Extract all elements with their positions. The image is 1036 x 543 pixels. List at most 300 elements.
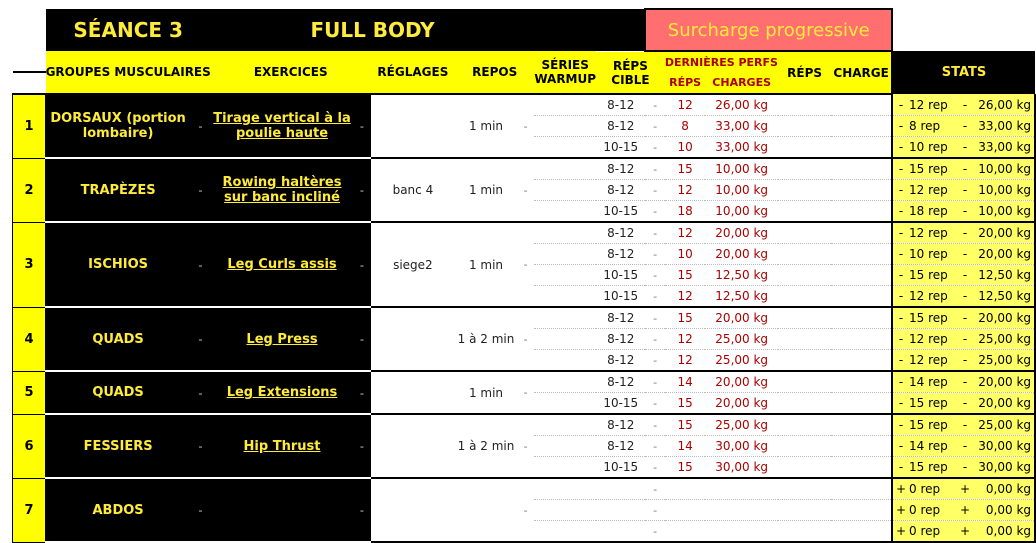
col-exercices: EXERCICES: [211, 51, 371, 94]
last-charge: 10,00 kg: [705, 180, 778, 201]
stats-reps: 12 rep: [909, 226, 948, 240]
stats-kg: 25,00 kg: [978, 353, 1032, 367]
reps-input[interactable]: [778, 201, 831, 223]
last-reps: [665, 478, 706, 500]
reps-input[interactable]: [778, 457, 831, 479]
col-series-warmup: SÉRIES WARMUP: [534, 51, 596, 94]
reps-input[interactable]: [778, 478, 831, 500]
stats-kg-sign: -: [962, 162, 968, 176]
last-charge: [705, 500, 778, 521]
reglage-value[interactable]: [371, 414, 455, 478]
reps-input[interactable]: [778, 137, 831, 159]
separator-dash: -: [645, 436, 664, 457]
warmup-sets[interactable]: [534, 116, 596, 137]
warmup-sets[interactable]: [534, 307, 596, 329]
separator-dash: -: [645, 500, 664, 521]
stats-cell: [892, 478, 1035, 500]
stats-reps-sign: -: [898, 332, 904, 346]
separator-dash: -: [645, 180, 664, 201]
stats-reps-sign: -: [898, 439, 904, 453]
exercise-number: 7: [13, 478, 46, 542]
set-row: [13, 478, 1036, 500]
reglage-value[interactable]: [371, 371, 455, 414]
reglage-value[interactable]: [371, 307, 455, 371]
target-reps: 10-15: [596, 457, 645, 479]
stats-cell: [892, 307, 1035, 329]
stats-kg-sign: -: [962, 353, 968, 367]
last-charge: [705, 521, 778, 543]
reps-input[interactable]: [778, 393, 831, 415]
warmup-sets[interactable]: [534, 94, 596, 116]
stats-reps: 15 rep: [909, 396, 948, 410]
reps-input[interactable]: [778, 286, 831, 308]
charge-input[interactable]: [831, 350, 892, 372]
stats-kg: 0,00 kg: [985, 482, 1032, 496]
target-reps: 8-12: [596, 414, 645, 436]
exercise-link[interactable]: [211, 478, 353, 542]
muscle-group: TRAPÈZES: [46, 158, 191, 222]
reps-input[interactable]: [778, 414, 831, 436]
exercise-number: 2: [13, 158, 46, 222]
repos-value[interactable]: 1 à 2 min: [455, 307, 517, 371]
warmup-sets[interactable]: [534, 180, 596, 201]
stats-kg-sign: -: [962, 119, 968, 133]
separator-dash: -: [190, 478, 211, 542]
stats-kg-sign: +: [960, 482, 971, 496]
last-reps: 12: [665, 350, 706, 372]
reps-input[interactable]: [778, 329, 831, 350]
warmup-sets[interactable]: [534, 414, 596, 436]
stats-kg: 20,00 kg: [978, 396, 1032, 410]
last-reps: 15: [665, 158, 706, 180]
reglage-value[interactable]: [371, 94, 455, 158]
last-reps: 15: [665, 307, 706, 329]
stats-kg-sign: -: [962, 140, 968, 154]
col-groupes-musculaires: GROUPES MUSCULAIRES: [46, 51, 211, 94]
charge-input[interactable]: [831, 94, 892, 116]
warmup-sets[interactable]: [534, 329, 596, 350]
last-charge: 20,00 kg: [705, 307, 778, 329]
reps-input[interactable]: [778, 180, 831, 201]
reps-input[interactable]: [778, 436, 831, 457]
stats-kg: 25,00 kg: [978, 418, 1032, 432]
separator-dash: -: [645, 393, 664, 415]
reps-input[interactable]: [778, 244, 831, 265]
stats-reps-sign: -: [898, 162, 904, 176]
charge-input[interactable]: [831, 414, 892, 436]
stats-reps-sign: -: [898, 119, 904, 133]
reps-input[interactable]: [778, 265, 831, 286]
col-repos: REPOS: [455, 51, 534, 94]
reps-input[interactable]: [778, 307, 831, 329]
last-reps: 15: [665, 265, 706, 286]
target-reps: [596, 478, 645, 500]
separator-dash: -: [517, 94, 534, 158]
stats-kg-sign: -: [962, 268, 968, 282]
last-charge: 33,00 kg: [705, 116, 778, 137]
stats-kg-sign: -: [962, 183, 968, 197]
exercise-number: 3: [13, 222, 46, 307]
exercise-link[interactable]: Rowing haltères sur banc incliné: [211, 158, 353, 222]
charge-input[interactable]: [831, 500, 892, 521]
charge-input[interactable]: [831, 180, 892, 201]
reps-input[interactable]: [778, 521, 831, 543]
stats-cell: [892, 180, 1035, 201]
separator-dash: -: [645, 244, 664, 265]
warmup-sets[interactable]: [534, 350, 596, 372]
warmup-sets[interactable]: [534, 436, 596, 457]
warmup-sets[interactable]: [534, 457, 596, 479]
last-reps: 12: [665, 222, 706, 244]
repos-value[interactable]: [455, 478, 517, 542]
target-reps: 10-15: [596, 393, 645, 415]
stats-kg: 20,00 kg: [978, 247, 1032, 261]
exercise-link[interactable]: Leg Curls assis: [211, 222, 353, 307]
separator-dash: -: [645, 307, 664, 329]
target-reps: 8-12: [596, 436, 645, 457]
stats-reps-sign: -: [898, 140, 904, 154]
stats-cell: [892, 414, 1035, 436]
target-reps: 10-15: [596, 265, 645, 286]
muscle-group: DORSAUX (portion lombaire): [46, 94, 191, 158]
separator-dash: -: [645, 116, 664, 137]
warmup-sets[interactable]: [534, 158, 596, 180]
exercise-link[interactable]: Tirage vertical à la poulie haute: [211, 94, 353, 158]
stats-reps-sign: -: [898, 311, 904, 325]
exercise-number: 5: [13, 371, 46, 414]
repos-value[interactable]: 1 à 2 min: [455, 414, 517, 478]
stats-kg: 12,50 kg: [978, 289, 1032, 303]
stats-kg-sign: -: [962, 375, 968, 389]
last-charge: 30,00 kg: [705, 457, 778, 479]
last-charge: 25,00 kg: [705, 329, 778, 350]
muscle-group: QUADS: [46, 371, 191, 414]
stats-cell: [892, 94, 1035, 116]
stats-cell: [892, 137, 1035, 159]
stats-kg: 10,00 kg: [978, 204, 1032, 218]
reps-input[interactable]: [778, 371, 831, 393]
target-reps: 8-12: [596, 350, 645, 372]
separator-dash: -: [190, 414, 211, 478]
stats-kg: 10,00 kg: [978, 162, 1032, 176]
stats-kg-sign: -: [962, 460, 968, 474]
stats-kg: 30,00 kg: [978, 439, 1032, 453]
program-title: FULL BODY: [211, 9, 535, 51]
stats-cell: [892, 350, 1035, 372]
separator-dash: -: [645, 329, 664, 350]
separator-dash: -: [353, 94, 370, 158]
stats-reps: 8 rep: [909, 119, 941, 133]
stats-kg-sign: -: [962, 396, 968, 410]
stats-cell: [892, 371, 1035, 393]
last-charge: 12,50 kg: [705, 286, 778, 308]
charge-input[interactable]: [831, 137, 892, 159]
separator-dash: -: [517, 414, 534, 478]
stats-reps: 12 rep: [909, 332, 948, 346]
last-reps: 12: [665, 94, 706, 116]
separator-dash: -: [190, 158, 211, 222]
stats-kg-sign: -: [962, 226, 968, 240]
separator-dash: -: [645, 350, 664, 372]
last-charge: 10,00 kg: [705, 158, 778, 180]
stats-reps-sign: -: [898, 247, 904, 261]
col-reps-cible: RÉPS CIBLE: [596, 51, 665, 94]
last-reps: 15: [665, 393, 706, 415]
col-dernieres-reps: RÉPS: [665, 72, 706, 94]
warmup-sets[interactable]: [534, 201, 596, 223]
separator-dash: -: [517, 307, 534, 371]
stats-reps-sign: -: [898, 396, 904, 410]
stats-kg: 0,00 kg: [985, 503, 1032, 517]
last-reps: 12: [665, 180, 706, 201]
stats-reps: 15 rep: [909, 460, 948, 474]
separator-dash: -: [190, 307, 211, 371]
repos-value[interactable]: 1 min: [455, 94, 517, 158]
target-reps: 8-12: [596, 371, 645, 393]
separator-dash: -: [517, 222, 534, 307]
muscle-group: FESSIERS: [46, 414, 191, 478]
stats-kg-sign: -: [962, 247, 968, 261]
last-charge: 20,00 kg: [705, 393, 778, 415]
target-reps: 8-12: [596, 329, 645, 350]
stats-reps: 10 rep: [909, 140, 948, 154]
col-reps: RÉPS: [778, 51, 831, 94]
target-reps: 10-15: [596, 201, 645, 223]
stats-cell: [892, 521, 1035, 543]
target-reps: 8-12: [596, 244, 645, 265]
stats-reps-sign: -: [898, 460, 904, 474]
separator-dash: -: [645, 222, 664, 244]
stats-kg-sign: -: [962, 439, 968, 453]
stats-reps-sign: -: [898, 183, 904, 197]
charge-input[interactable]: [831, 436, 892, 457]
stats-cell: [892, 393, 1035, 415]
charge-input[interactable]: [831, 478, 892, 500]
last-charge: 10,00 kg: [705, 201, 778, 223]
separator-dash: -: [353, 371, 370, 414]
last-reps: 18: [665, 201, 706, 223]
last-charge: 12,50 kg: [705, 265, 778, 286]
separator-dash: -: [353, 158, 370, 222]
stats-cell: [892, 116, 1035, 137]
col-stats: STATS: [892, 51, 1035, 94]
warmup-sets[interactable]: [534, 265, 596, 286]
repos-value[interactable]: 1 min: [455, 158, 517, 222]
charge-input[interactable]: [831, 457, 892, 479]
stats-reps: 15 rep: [909, 268, 948, 282]
stats-reps-sign: -: [898, 375, 904, 389]
stats-reps: 12 rep: [909, 97, 948, 112]
warmup-sets[interactable]: [534, 393, 596, 415]
reps-input[interactable]: [778, 222, 831, 244]
set-row: [13, 414, 1036, 436]
reps-input[interactable]: [778, 116, 831, 137]
charge-input[interactable]: [831, 371, 892, 393]
stats-reps: 12 rep: [909, 289, 948, 303]
stats-kg: 33,00 kg: [978, 140, 1032, 154]
last-reps: [665, 500, 706, 521]
warmup-sets[interactable]: [534, 286, 596, 308]
exercise-link[interactable]: Leg Press: [211, 307, 353, 371]
stats-kg: 33,00 kg: [978, 119, 1032, 133]
exercise-number: 4: [13, 307, 46, 371]
stats-reps-sign: -: [898, 97, 904, 112]
stats-kg-sign: -: [962, 311, 968, 325]
set-row: [13, 94, 1036, 116]
separator-dash: -: [517, 478, 534, 542]
target-reps: 10-15: [596, 286, 645, 308]
repos-value[interactable]: 1 min: [455, 222, 517, 307]
repos-value[interactable]: 1 min: [455, 371, 517, 414]
surcharge-progressive-title: Surcharge progressive: [645, 9, 892, 51]
stats-kg: 25,00 kg: [978, 332, 1032, 346]
warmup-sets[interactable]: [534, 137, 596, 159]
last-charge: 25,00 kg: [705, 350, 778, 372]
set-row: [13, 222, 1036, 244]
stats-reps: 15 rep: [909, 162, 948, 176]
stats-cell: [892, 457, 1035, 479]
reps-input[interactable]: [778, 350, 831, 372]
workout-table: [12, 8, 1036, 543]
reps-input[interactable]: [778, 94, 831, 116]
charge-input[interactable]: [831, 265, 892, 286]
separator-dash: -: [645, 286, 664, 308]
last-reps: 14: [665, 371, 706, 393]
separator-dash: -: [517, 371, 534, 414]
warmup-sets[interactable]: [534, 222, 596, 244]
separator-dash: -: [645, 265, 664, 286]
charge-input[interactable]: [831, 222, 892, 244]
last-charge: 26,00 kg: [705, 94, 778, 116]
separator-dash: -: [645, 478, 664, 500]
last-reps: 14: [665, 436, 706, 457]
separator-dash: -: [645, 137, 664, 159]
col-charge: CHARGE: [831, 51, 892, 94]
separator-dash: -: [190, 371, 211, 414]
separator-dash: -: [645, 158, 664, 180]
stats-cell: [892, 286, 1035, 308]
set-row: [13, 307, 1036, 329]
warmup-sets[interactable]: [534, 371, 596, 393]
stats-kg: 20,00 kg: [978, 311, 1032, 325]
warmup-sets[interactable]: [534, 244, 596, 265]
col-dernieres-perfs: DERNIÈRES PERFS: [665, 51, 778, 72]
stats-cell: [892, 329, 1035, 350]
stats-kg-sign: -: [962, 289, 968, 303]
stats-cell: [892, 222, 1035, 244]
stats-reps-sign: +: [896, 503, 907, 517]
muscle-group: ISCHIOS: [46, 222, 191, 307]
set-row: [13, 371, 1036, 393]
muscle-group: QUADS: [46, 307, 191, 371]
separator-dash: -: [645, 371, 664, 393]
stats-reps: 10 rep: [909, 247, 948, 261]
exercise-link[interactable]: Leg Extensions: [211, 371, 353, 414]
stats-reps-sign: -: [898, 289, 904, 303]
last-reps: 8: [665, 116, 706, 137]
warmup-sets[interactable]: [534, 521, 596, 543]
stats-reps: 0 rep: [909, 524, 941, 538]
stats-cell: [892, 201, 1035, 223]
separator-dash: -: [353, 414, 370, 478]
stats-reps: 15 rep: [909, 311, 948, 325]
last-reps: 10: [665, 137, 706, 159]
charge-input[interactable]: [831, 286, 892, 308]
last-charge: 25,00 kg: [705, 414, 778, 436]
charge-input[interactable]: [831, 201, 892, 223]
separator-dash: -: [645, 94, 664, 116]
separator-dash: -: [190, 94, 211, 158]
last-charge: 20,00 kg: [705, 222, 778, 244]
stats-reps: 18 rep: [909, 204, 948, 218]
stats-reps: 0 rep: [909, 482, 941, 496]
reps-input[interactable]: [778, 500, 831, 521]
charge-input[interactable]: [831, 158, 892, 180]
charge-input[interactable]: [831, 244, 892, 265]
reglage-value[interactable]: [371, 478, 455, 542]
stats-cell: [892, 265, 1035, 286]
reglage-value[interactable]: siege2: [371, 222, 455, 307]
stats-kg-sign: +: [960, 503, 971, 517]
last-charge: 20,00 kg: [705, 371, 778, 393]
stats-reps: 15 rep: [909, 418, 948, 432]
last-reps: 15: [665, 414, 706, 436]
charge-input[interactable]: [831, 393, 892, 415]
stats-kg-sign: +: [960, 524, 971, 538]
last-reps: 10: [665, 244, 706, 265]
charge-input[interactable]: [831, 329, 892, 350]
set-row: [13, 158, 1036, 180]
stats-kg: 20,00 kg: [978, 226, 1032, 240]
target-reps: 8-12: [596, 116, 645, 137]
charge-input[interactable]: [831, 521, 892, 543]
separator-dash: -: [353, 307, 370, 371]
separator-dash: -: [645, 201, 664, 223]
reps-input[interactable]: [778, 158, 831, 180]
separator-dash: -: [645, 414, 664, 436]
stats-cell: [892, 244, 1035, 265]
stats-reps-sign: +: [896, 482, 907, 496]
stats-kg: 20,00 kg: [978, 375, 1032, 389]
charge-input[interactable]: [831, 116, 892, 137]
exercise-link[interactable]: Hip Thrust: [211, 414, 353, 478]
last-charge: 20,00 kg: [705, 244, 778, 265]
separator-dash: -: [517, 158, 534, 222]
stats-kg: 26,00 kg: [978, 97, 1032, 112]
separator-dash: -: [190, 222, 211, 307]
stats-reps-sign: -: [898, 268, 904, 282]
target-reps: [596, 500, 645, 521]
last-reps: 15: [665, 457, 706, 479]
warmup-sets[interactable]: [534, 478, 596, 500]
col-reglages: RÉGLAGES: [371, 51, 455, 94]
stats-reps-sign: -: [898, 353, 904, 367]
stats-reps-sign: +: [896, 524, 907, 538]
target-reps: [596, 521, 645, 543]
last-reps: [665, 521, 706, 543]
stats-reps: 0 rep: [909, 503, 941, 517]
stats-cell: [892, 436, 1035, 457]
reglage-value[interactable]: banc 4: [371, 158, 455, 222]
target-reps: 8-12: [596, 180, 645, 201]
stats-kg: 0,00 kg: [985, 524, 1032, 538]
stats-reps: 14 rep: [909, 375, 948, 389]
charge-input[interactable]: [831, 307, 892, 329]
warmup-sets[interactable]: [534, 500, 596, 521]
target-reps: 8-12: [596, 158, 645, 180]
last-charge: [705, 478, 778, 500]
target-reps: 8-12: [596, 94, 645, 116]
